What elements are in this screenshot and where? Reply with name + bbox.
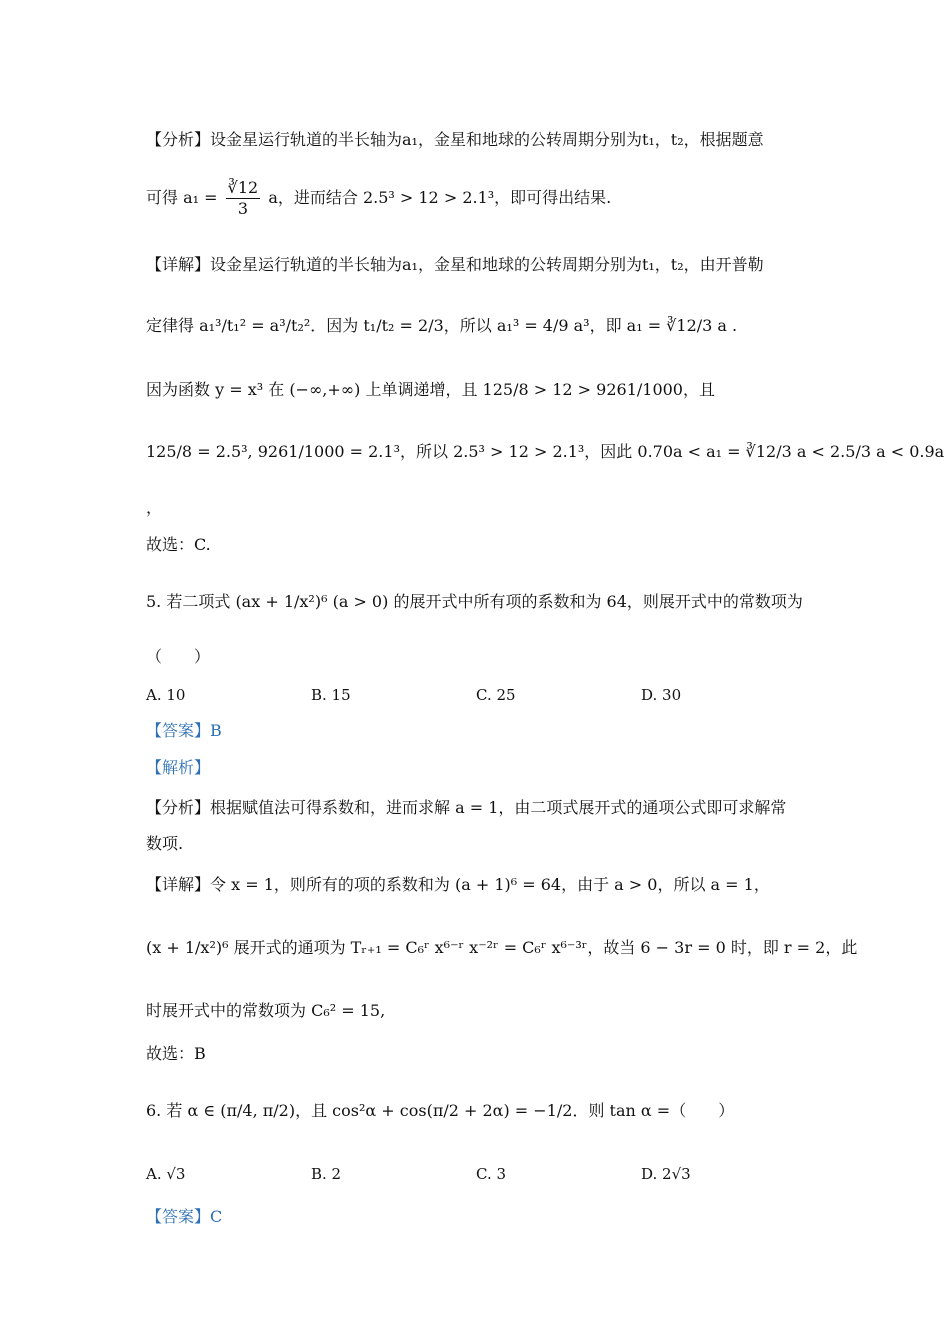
q5-option-a: A. 10 <box>146 686 186 704</box>
analysis-line-2 <box>146 180 611 217</box>
q6-option-d: D. 2√3 <box>641 1165 691 1183</box>
q6-answer: 【答案】C <box>146 1207 223 1226</box>
detail-line-3: 因为函数 y = x³ 在 (−∞,+∞) 上单调递增，且 125/8 > 12 > 9261/1000，且 <box>146 380 715 399</box>
answer-choice-4: 故选：C. <box>146 535 211 554</box>
q6-option-a: A. √3 <box>146 1165 186 1183</box>
text: a，进而结合 2.5³ > 12 > 2.1³，即可得出结果. <box>268 188 612 207</box>
q5-choice: 故选：B <box>146 1044 206 1063</box>
fraction <box>226 180 261 217</box>
q5-option-b: B. 15 <box>311 686 351 704</box>
detail-line-2: 定律得 a₁³/t₁² = a³/t₂²．因为 t₁/t₂ = 2/3，所以 a₁³ = 4/9 a³，即 a₁ = ∛12/3 a . <box>146 316 738 335</box>
q5-options <box>146 686 806 704</box>
q5-analysis-2: 数项. <box>146 834 184 853</box>
q5-analysis-1: 【分析】根据赋值法可得系数和，进而求解 a = 1，由二项式展开式的通项公式即可求解常 <box>146 798 787 817</box>
q6-options <box>146 1165 806 1183</box>
analysis-line-1: 【分析】设金星运行轨道的半长轴为a₁，金星和地球的公转周期分别为t₁，t₂，根据题意 <box>146 130 764 149</box>
q5-answer: 【答案】B <box>146 721 222 740</box>
text: 可得 <box>146 188 179 207</box>
question-6: 6. 若 α ∈ (π/4, π/2)，且 cos²α + cos(π/2 + 2α) = −1/2．则 tan α =（ ） <box>146 1101 735 1120</box>
q5-detail-1: 【详解】令 x = 1，则所有的项的系数和为 (a + 1)⁶ = 64，由于 a > 0，所以 a = 1， <box>146 875 770 894</box>
q5-option-c: C. 25 <box>476 686 516 704</box>
numerator: ∛12 <box>227 178 259 197</box>
q6-option-c: C. 3 <box>476 1165 507 1183</box>
q5-option-d: D. 30 <box>641 686 682 704</box>
math: a₁ = <box>183 188 218 207</box>
detail-line-5: ， <box>146 498 163 517</box>
question-5: 5. 若二项式 (ax + 1/x²)⁶ (a > 0) 的展开式中所有项的系数和为 64，则展开式中的常数项为 <box>146 592 803 611</box>
detail-line-4: 125/8 = 2.5³, 9261/1000 = 2.1³，所以 2.5³ > 12 > 2.1³，因此 0.70a < a₁ = ∛12/3 a < 2.5/3 a < 0.9a <box>146 442 945 461</box>
detail-line-1: 【详解】设金星运行轨道的半长轴为a₁，金星和地球的公转周期分别为t₁，t₂，由开普勒 <box>146 255 764 274</box>
denominator: 3 <box>237 199 249 218</box>
q5-detail-2: (x + 1/x²)⁶ 展开式的通项为 Tᵣ₊₁ = C₆ʳ x⁶⁻ʳ x⁻²ʳ = C₆ʳ x⁶⁻³ʳ，故当 6 − 3r = 0 时，即 r = 2，此 <box>146 938 858 957</box>
q6-option-b: B. 2 <box>311 1165 342 1183</box>
question-5-bracket: （ ） <box>146 647 211 666</box>
q5-solution-heading: 【解析】 <box>146 758 211 777</box>
q5-detail-3: 时展开式中的常数项为 C₆² = 15, <box>146 1001 386 1020</box>
